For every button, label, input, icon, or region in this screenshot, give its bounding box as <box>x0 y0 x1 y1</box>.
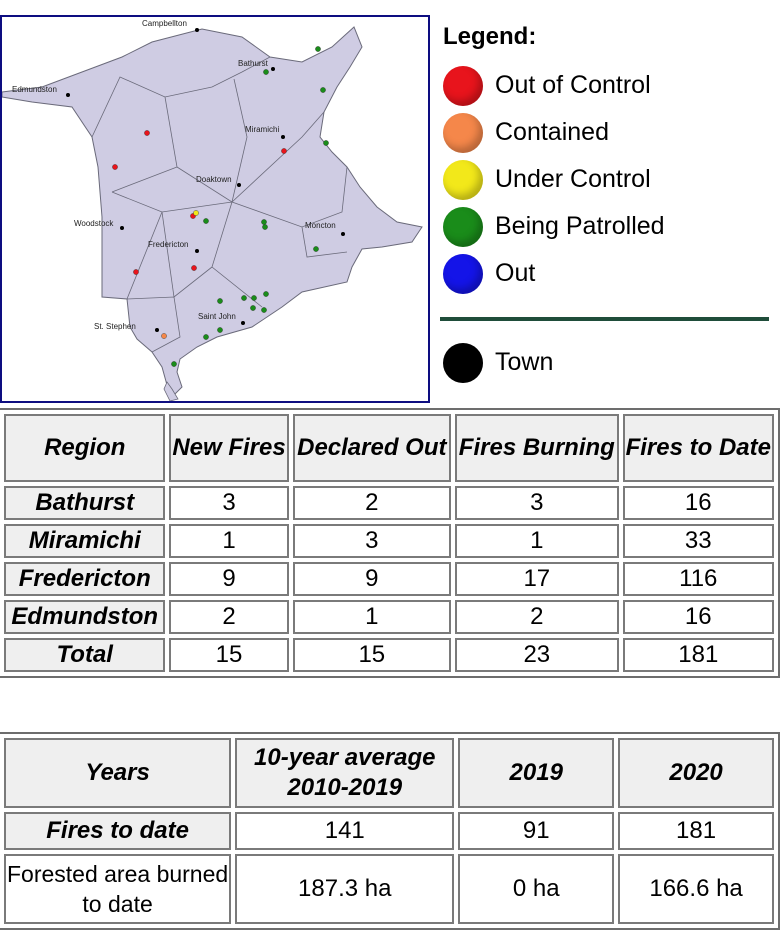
town-label: Woodstock <box>74 219 114 228</box>
declared-out-cell: 2 <box>293 486 451 520</box>
fires-burning-cell: 2 <box>455 600 619 634</box>
region-cell: Total <box>4 638 165 672</box>
black-dot-icon <box>443 343 483 383</box>
legend-divider <box>440 317 769 321</box>
town-label: Bathurst <box>238 59 268 68</box>
town-marker <box>195 28 199 32</box>
legend-label: Contained <box>495 118 609 146</box>
new-brunswick-map-svg <box>2 17 428 401</box>
fire-patrolled-marker <box>250 305 255 310</box>
red-dot-icon <box>443 66 483 106</box>
fire-patrolled-marker <box>241 295 246 300</box>
fire-patrolled-marker <box>217 298 222 303</box>
province-shape <box>2 27 422 395</box>
year-2020-cell: 181 <box>618 812 774 850</box>
town-marker <box>195 249 199 253</box>
year-2020-cell: 166.6 ha <box>618 854 774 924</box>
fire-contained-marker <box>161 333 166 338</box>
column-header-2019: 2019 <box>458 738 614 808</box>
town-marker <box>271 67 275 71</box>
blue-dot-icon <box>443 254 483 294</box>
fire-under-control-marker <box>193 210 198 215</box>
town-label: St. Stephen <box>94 322 136 331</box>
fire-patrolled-marker <box>313 246 318 251</box>
legend-item-town <box>440 339 775 386</box>
yellow-dot-icon <box>443 160 483 200</box>
fires-burning-cell: 1 <box>455 524 619 558</box>
town-marker <box>155 328 159 332</box>
fire-out-of-control-marker <box>144 130 149 135</box>
fires-to-date-cell: 116 <box>623 562 774 596</box>
table-header-row <box>4 738 774 808</box>
fires-burning-cell: 17 <box>455 562 619 596</box>
new-fires-cell: 9 <box>169 562 288 596</box>
fire-patrolled-marker <box>217 327 222 332</box>
town-label: Fredericton <box>148 240 189 249</box>
yearly-comparison-table <box>0 732 780 930</box>
fire-patrolled-marker <box>320 87 325 92</box>
declared-out-cell: 3 <box>293 524 451 558</box>
legend-label: Out of Control <box>495 71 651 99</box>
fires-burning-cell: 23 <box>455 638 619 672</box>
fire-patrolled-marker <box>263 69 268 74</box>
fires-to-date-cell: 181 <box>623 638 774 672</box>
town-marker <box>120 226 124 230</box>
legend-label: Being Patrolled <box>495 212 665 240</box>
table-row <box>4 486 774 520</box>
town-marker <box>241 321 245 325</box>
new-fires-cell: 15 <box>169 638 288 672</box>
fire-patrolled-marker <box>251 295 256 300</box>
fire-out-of-control-marker <box>112 164 117 169</box>
town-label: Edmundston <box>12 85 57 94</box>
table-row <box>4 812 774 850</box>
legend-title: Legend: <box>443 23 537 50</box>
fire-patrolled-marker <box>262 224 267 229</box>
region-cell: Miramichi <box>4 524 165 558</box>
declared-out-cell: 1 <box>293 600 451 634</box>
fire-patrolled-marker <box>261 219 266 224</box>
new-fires-cell: 3 <box>169 486 288 520</box>
fires-burning-cell: 3 <box>455 486 619 520</box>
fire-patrolled-marker <box>263 291 268 296</box>
table-row-total <box>4 638 774 672</box>
town-label: Miramichi <box>245 125 280 134</box>
town-marker <box>281 135 285 139</box>
fire-patrolled-marker <box>203 334 208 339</box>
region-cell: Fredericton <box>4 562 165 596</box>
new-fires-cell: 1 <box>169 524 288 558</box>
column-header-fires-to-date: Fires to Date <box>623 414 774 482</box>
table-row <box>4 524 774 558</box>
orange-dot-icon <box>443 113 483 153</box>
fires-to-date-cell: 33 <box>623 524 774 558</box>
column-header-10-year-average: 10-year average 2010-2019 <box>235 738 454 808</box>
fires-by-region-table <box>0 408 780 678</box>
table-row <box>4 562 774 596</box>
fire-patrolled-marker <box>171 361 176 366</box>
table-header-row <box>4 414 774 482</box>
fire-patrolled-marker <box>261 307 266 312</box>
legend-item-under-control <box>440 156 775 203</box>
legend-item-out <box>440 250 775 297</box>
column-header-fires-burning: Fires Burning <box>455 414 619 482</box>
legend-item-being-patrolled <box>440 203 775 250</box>
column-header-new-fires: New Fires <box>169 414 288 482</box>
table-row <box>4 600 774 634</box>
fires-to-date-cell: 16 <box>623 486 774 520</box>
new-fires-cell: 2 <box>169 600 288 634</box>
row-label: Fires to date <box>4 812 231 850</box>
town-label: Moncton <box>305 221 336 230</box>
year-2019-cell: 91 <box>458 812 614 850</box>
region-cell: Edmundston <box>4 600 165 634</box>
declared-out-cell: 15 <box>293 638 451 672</box>
legend-item-contained <box>440 109 775 156</box>
town-marker <box>237 183 241 187</box>
table-row <box>4 854 774 924</box>
year-2019-cell: 0 ha <box>458 854 614 924</box>
town-label: Doaktown <box>196 175 232 184</box>
row-label: Forested area burned to date <box>4 854 231 924</box>
town-marker <box>66 93 70 97</box>
fire-out-of-control-marker <box>281 148 286 153</box>
column-header-region: Region <box>4 414 165 482</box>
column-header-years: Years <box>4 738 231 808</box>
legend-label: Town <box>495 348 554 376</box>
fires-to-date-cell: 16 <box>623 600 774 634</box>
map-legend <box>440 22 775 386</box>
column-header-2020: 2020 <box>618 738 774 808</box>
average-cell: 141 <box>235 812 454 850</box>
declared-out-cell: 9 <box>293 562 451 596</box>
town-label: Saint John <box>198 312 236 321</box>
town-marker <box>341 232 345 236</box>
region-cell: Bathurst <box>4 486 165 520</box>
fire-out-of-control-marker <box>191 265 196 270</box>
green-dot-icon <box>443 207 483 247</box>
average-cell: 187.3 ha <box>235 854 454 924</box>
fire-map <box>0 15 430 403</box>
legend-label: Out <box>495 259 536 287</box>
column-header-declared-out: Declared Out <box>293 414 451 482</box>
town-label: Campbellton <box>142 19 187 28</box>
fire-patrolled-marker <box>315 46 320 51</box>
fire-patrolled-marker <box>323 140 328 145</box>
legend-label: Under Control <box>495 165 651 193</box>
fire-patrolled-marker <box>203 218 208 223</box>
legend-item-out-of-control <box>440 62 775 109</box>
fire-out-of-control-marker <box>133 269 138 274</box>
